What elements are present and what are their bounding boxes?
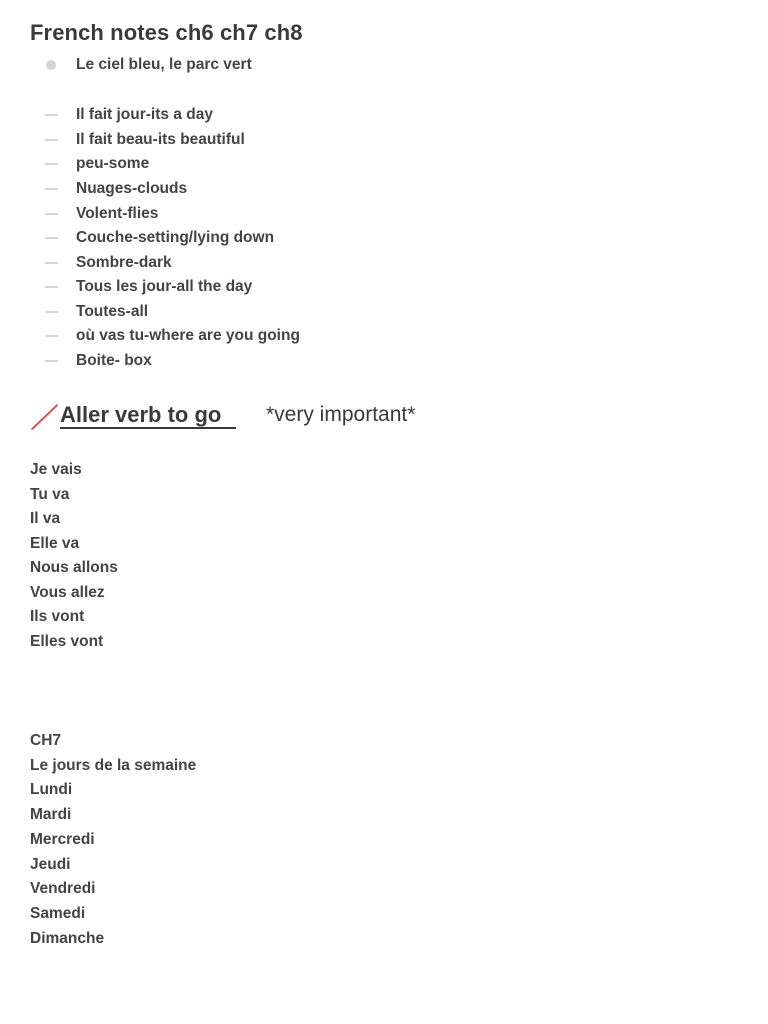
conjugation-line: Vous allez [30, 584, 105, 601]
vocab-item [30, 130, 630, 150]
vocab-item-text: Couche-setting/lying down [76, 229, 275, 246]
dash-icon [45, 188, 58, 190]
vocab-item [30, 302, 630, 322]
vocab-item-text: Boite- box [76, 352, 152, 369]
vocab-item [30, 253, 630, 273]
vocab-item [30, 228, 630, 248]
vocab-item-text: Toutes-all [76, 303, 149, 320]
day-line: Vendredi [30, 880, 96, 897]
dash-icon [45, 213, 58, 215]
vocab-item-text: Il fait beau-its beautiful [76, 131, 245, 148]
pen-mark-icon [30, 402, 60, 430]
vocab-item [30, 154, 630, 174]
day-line: Jeudi [30, 856, 71, 873]
aller-title: Aller verb to go [60, 402, 222, 427]
vocab-item-text: Nuages-clouds [76, 180, 188, 197]
conjugation-line: Tu va [30, 486, 70, 503]
dash-icon [45, 360, 58, 362]
dash-icon [45, 286, 58, 288]
vocab-item [30, 105, 630, 125]
bullet-dot-icon [46, 60, 56, 70]
vocab-item [30, 351, 630, 371]
page-title: French notes ch6 ch7 ch8 [30, 20, 303, 45]
dash-icon [45, 311, 58, 313]
vocab-item-text: Sombre-dark [76, 254, 172, 271]
dash-icon [45, 335, 58, 337]
vocab-item [30, 179, 630, 199]
conjugation-line: Nous allons [30, 559, 118, 576]
vocab-item-text: Tous les jour-all the day [76, 278, 253, 295]
chapter-subheading: Le jours de la semaine [30, 757, 197, 774]
chapter-heading: CH7 [30, 732, 62, 749]
vocab-item-text: où vas tu-where are you going [76, 327, 300, 344]
conjugation-line: Ils vont [30, 608, 85, 625]
vocab-item-text: peu-some [76, 155, 150, 172]
vocab-item [30, 204, 630, 224]
aller-heading [30, 400, 730, 432]
conjugation-line: Je vais [30, 461, 82, 478]
day-line: Mercredi [30, 831, 95, 848]
vocab-item-text: Il fait jour-its a day [76, 106, 213, 123]
day-line: Dimanche [30, 930, 105, 947]
conjugation-line: Elles vont [30, 633, 104, 650]
vocab-item [30, 277, 630, 297]
conjugation-line: Elle va [30, 535, 80, 552]
dash-icon [45, 237, 58, 239]
day-line: Mardi [30, 806, 72, 823]
conjugation-line: Il va [30, 510, 61, 527]
vocab-item [30, 326, 630, 346]
list-item [30, 55, 630, 75]
important-note: *very important* [266, 403, 416, 426]
day-line: Lundi [30, 781, 73, 798]
dash-icon [45, 139, 58, 141]
dash-icon [45, 262, 58, 264]
list-item-text: Le ciel bleu, le parc vert [76, 56, 252, 73]
aller-underline [60, 427, 236, 429]
dash-icon [45, 163, 58, 165]
dash-icon [45, 114, 58, 116]
day-line: Samedi [30, 905, 86, 922]
vocab-item-text: Volent-flies [76, 205, 159, 222]
